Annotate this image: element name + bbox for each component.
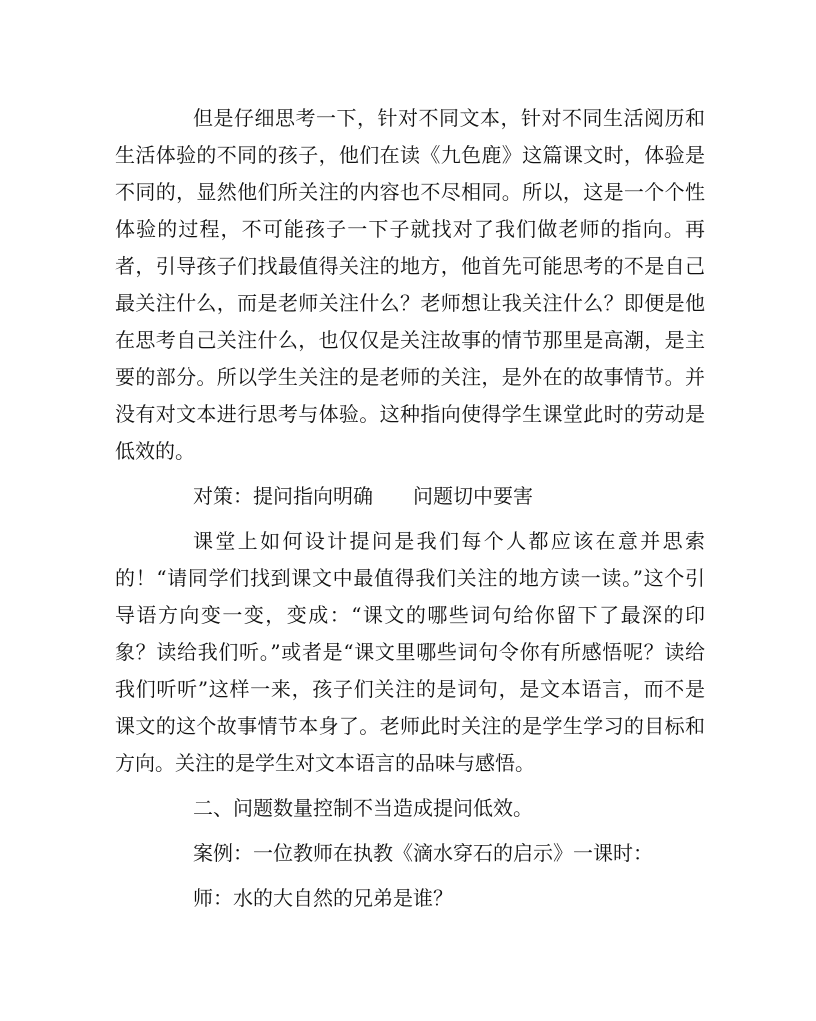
paragraph-case-intro: 案例：一位教师在执教《滴水穿石的启示》一课时：: [193, 841, 653, 865]
paragraph-strategy-body: 课堂上如何设计提问是我们每个人都应该在意并思索的！“请同学们找到课文中最值得我们关注的地方读一读。”这个引导语方向变一变，变成：“课文的哪些词句给你留下了最深的印象？读给我们听。”或者是“课文里哪些词句令你有所感悟呢？读给我们听听”这样一来，孩子们关注的是词句，是文本语言，而不是课文的这个故事情节本身了。老师此时关注的是学生学习的目标和方向。关注的是学生对文本语言的品味与感悟。: [115, 529, 705, 775]
section-heading-question-quantity: 二、问题数量控制不当造成提问低效。: [193, 796, 533, 820]
document-body: [115, 100, 705, 917]
paragraph-strategy-heading: 对策：提问指向明确 问题切中要害: [193, 484, 533, 508]
paragraph-analysis: 但是仔细思考一下，针对不同文本，针对不同生活阅历和生活体验的不同的孩子，他们在读《九色鹿》这篇课文时，体验是不同的，显然他们所关注的内容也不尽相同。所以，这是一个个性体验的过程，不可能孩子一下子就找对了我们做老师的指向。再者，引导孩子们找最值得关注的地方，他首先可能思考的不是自己最关注什么，而是老师关注什么？老师想让我关注什么？即便是他在思考自己关注什么，也仅仅是关注故事的情节那里是高潮，是主要的部分。所以学生关注的是老师的关注，是外在的故事情节。并没有对文本进行思考与体验。这种指向使得学生课堂此时的劳动是低效的。: [115, 106, 705, 463]
paragraph-teacher-question: 师：水的大自然的兄弟是谁？: [193, 886, 453, 910]
